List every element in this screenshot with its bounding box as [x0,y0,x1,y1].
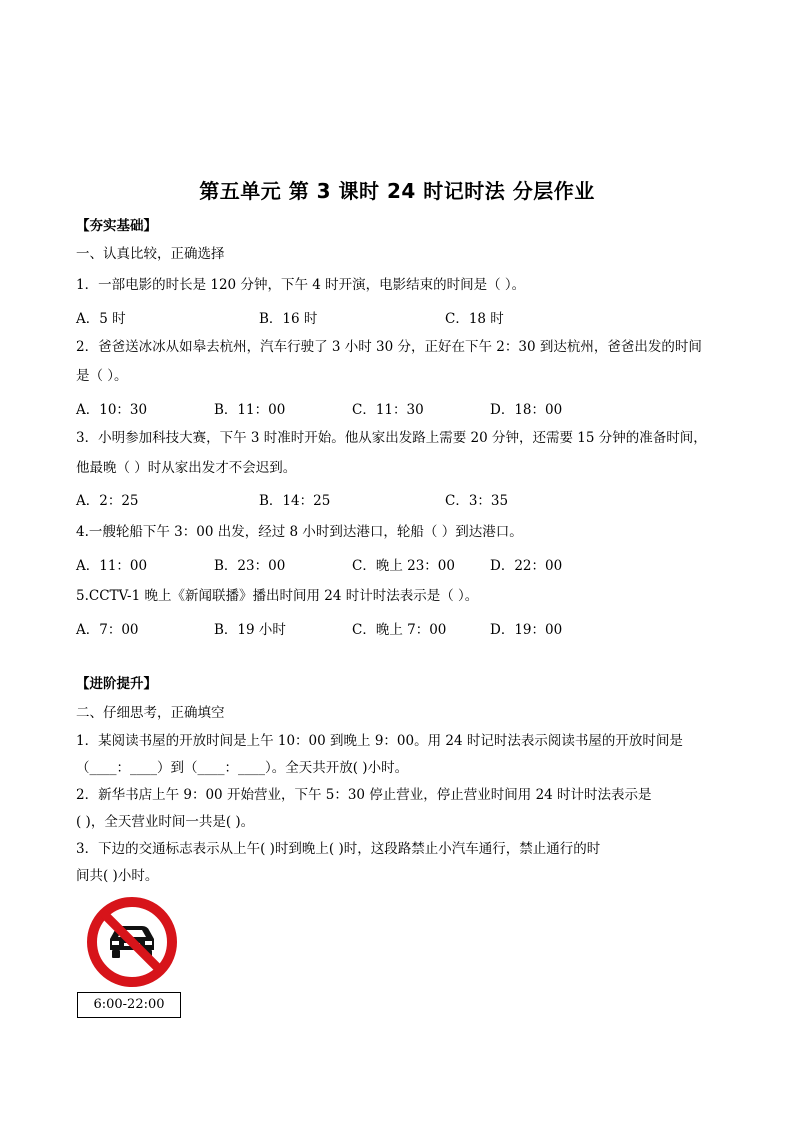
fill-question-3-line-2: 间共( )小时。 [76,868,159,884]
question-2-text-line-2: 是（ ）。 [76,368,128,384]
question-2-option-d: D．18：00 [490,402,563,418]
question-2-option-a: A．10：30 [76,402,148,418]
page-title: 第五单元 第 3 课时 24 时记时法 分层作业 [199,179,595,203]
question-4-option-a: A．11：00 [76,558,148,574]
question-5-text: 5.CCTV-1 晚上《新闻联播》播出时间用 24 时计时法表示是（ ）。 [76,588,479,604]
question-5-option-b: B．19 小时 [214,622,286,638]
question-3-option-b: B．14：25 [259,493,331,509]
question-4-option-c: C．晚上 23：00 [352,558,455,574]
fill-question-1-line-1: 1．某阅读书屋的开放时间是上午 10：00 到晚上 9：00。用 24 时记时法表示阅读书屋的开放时间是 [76,733,683,749]
question-2-option-b: B．11：00 [214,402,286,418]
question-3-option-a: A．2：25 [76,493,139,509]
question-2-text-line-1: 2．爸爸送冰冰从如皋去杭州，汽车行驶了 3 小时 30 分，正好在下午 2：30 到达杭州，爸爸出发的时间 [76,339,702,355]
question-1-option-b: B．16 时 [259,311,318,327]
part-two-heading: 二、仔细思考，正确填空 [76,705,225,721]
question-4-option-b: B．23：00 [214,558,286,574]
question-1-option-c: C．18 时 [445,311,504,327]
fill-question-1-line-2: （____：____）到（____：____）。全天共开放( )小时。 [76,760,409,776]
section-header-advanced: 【进阶提升】 [76,676,157,692]
question-4-text: 4.一艘轮船下午 3：00 出发，经过 8 小时到达港口，轮船（ ）到达港口。 [76,524,523,540]
section-header-basic: 【夯实基础】 [76,218,157,234]
question-4-option-d: D．22：00 [490,558,563,574]
question-5-option-c: C．晚上 7：00 [352,622,447,638]
sign-time-label: 6:00-22:00 [77,992,181,1018]
question-1-text: 1．一部电影的时长是 120 分钟，下午 4 时开演，电影结束的时间是（ ）。 [76,277,526,293]
part-one-heading: 一、认真比较，正确选择 [76,246,225,262]
fill-question-3-line-1: 3．下边的交通标志表示从上午( )时到晚上( )时，这段路禁止小汽车通行，禁止通行的时 [76,841,601,857]
question-2-option-c: C．11：30 [352,402,424,418]
fill-question-2-line-1: 2．新华书店上午 9：00 开始营业，下午 5：30 停止营业，停止营业时间用 24 时计时法表示是 [76,787,652,803]
question-1-option-a: A．5 时 [76,311,126,327]
fill-question-2-line-2: ( )，全天营业时间一共是( )。 [76,814,255,830]
no-cars-sign-icon [82,894,182,990]
question-3-text-line-2: 他最晚（ ）时从家出发才不会迟到。 [76,460,297,476]
question-3-text-line-1: 3．小明参加科技大赛，下午 3 时准时开始。他从家出发路上需要 20 分钟，还需要 15 分钟的准备时间， [76,430,707,446]
question-5-option-a: A．7：00 [76,622,139,638]
question-5-option-d: D．19：00 [490,622,563,638]
question-3-option-c: C．3：35 [445,493,509,509]
